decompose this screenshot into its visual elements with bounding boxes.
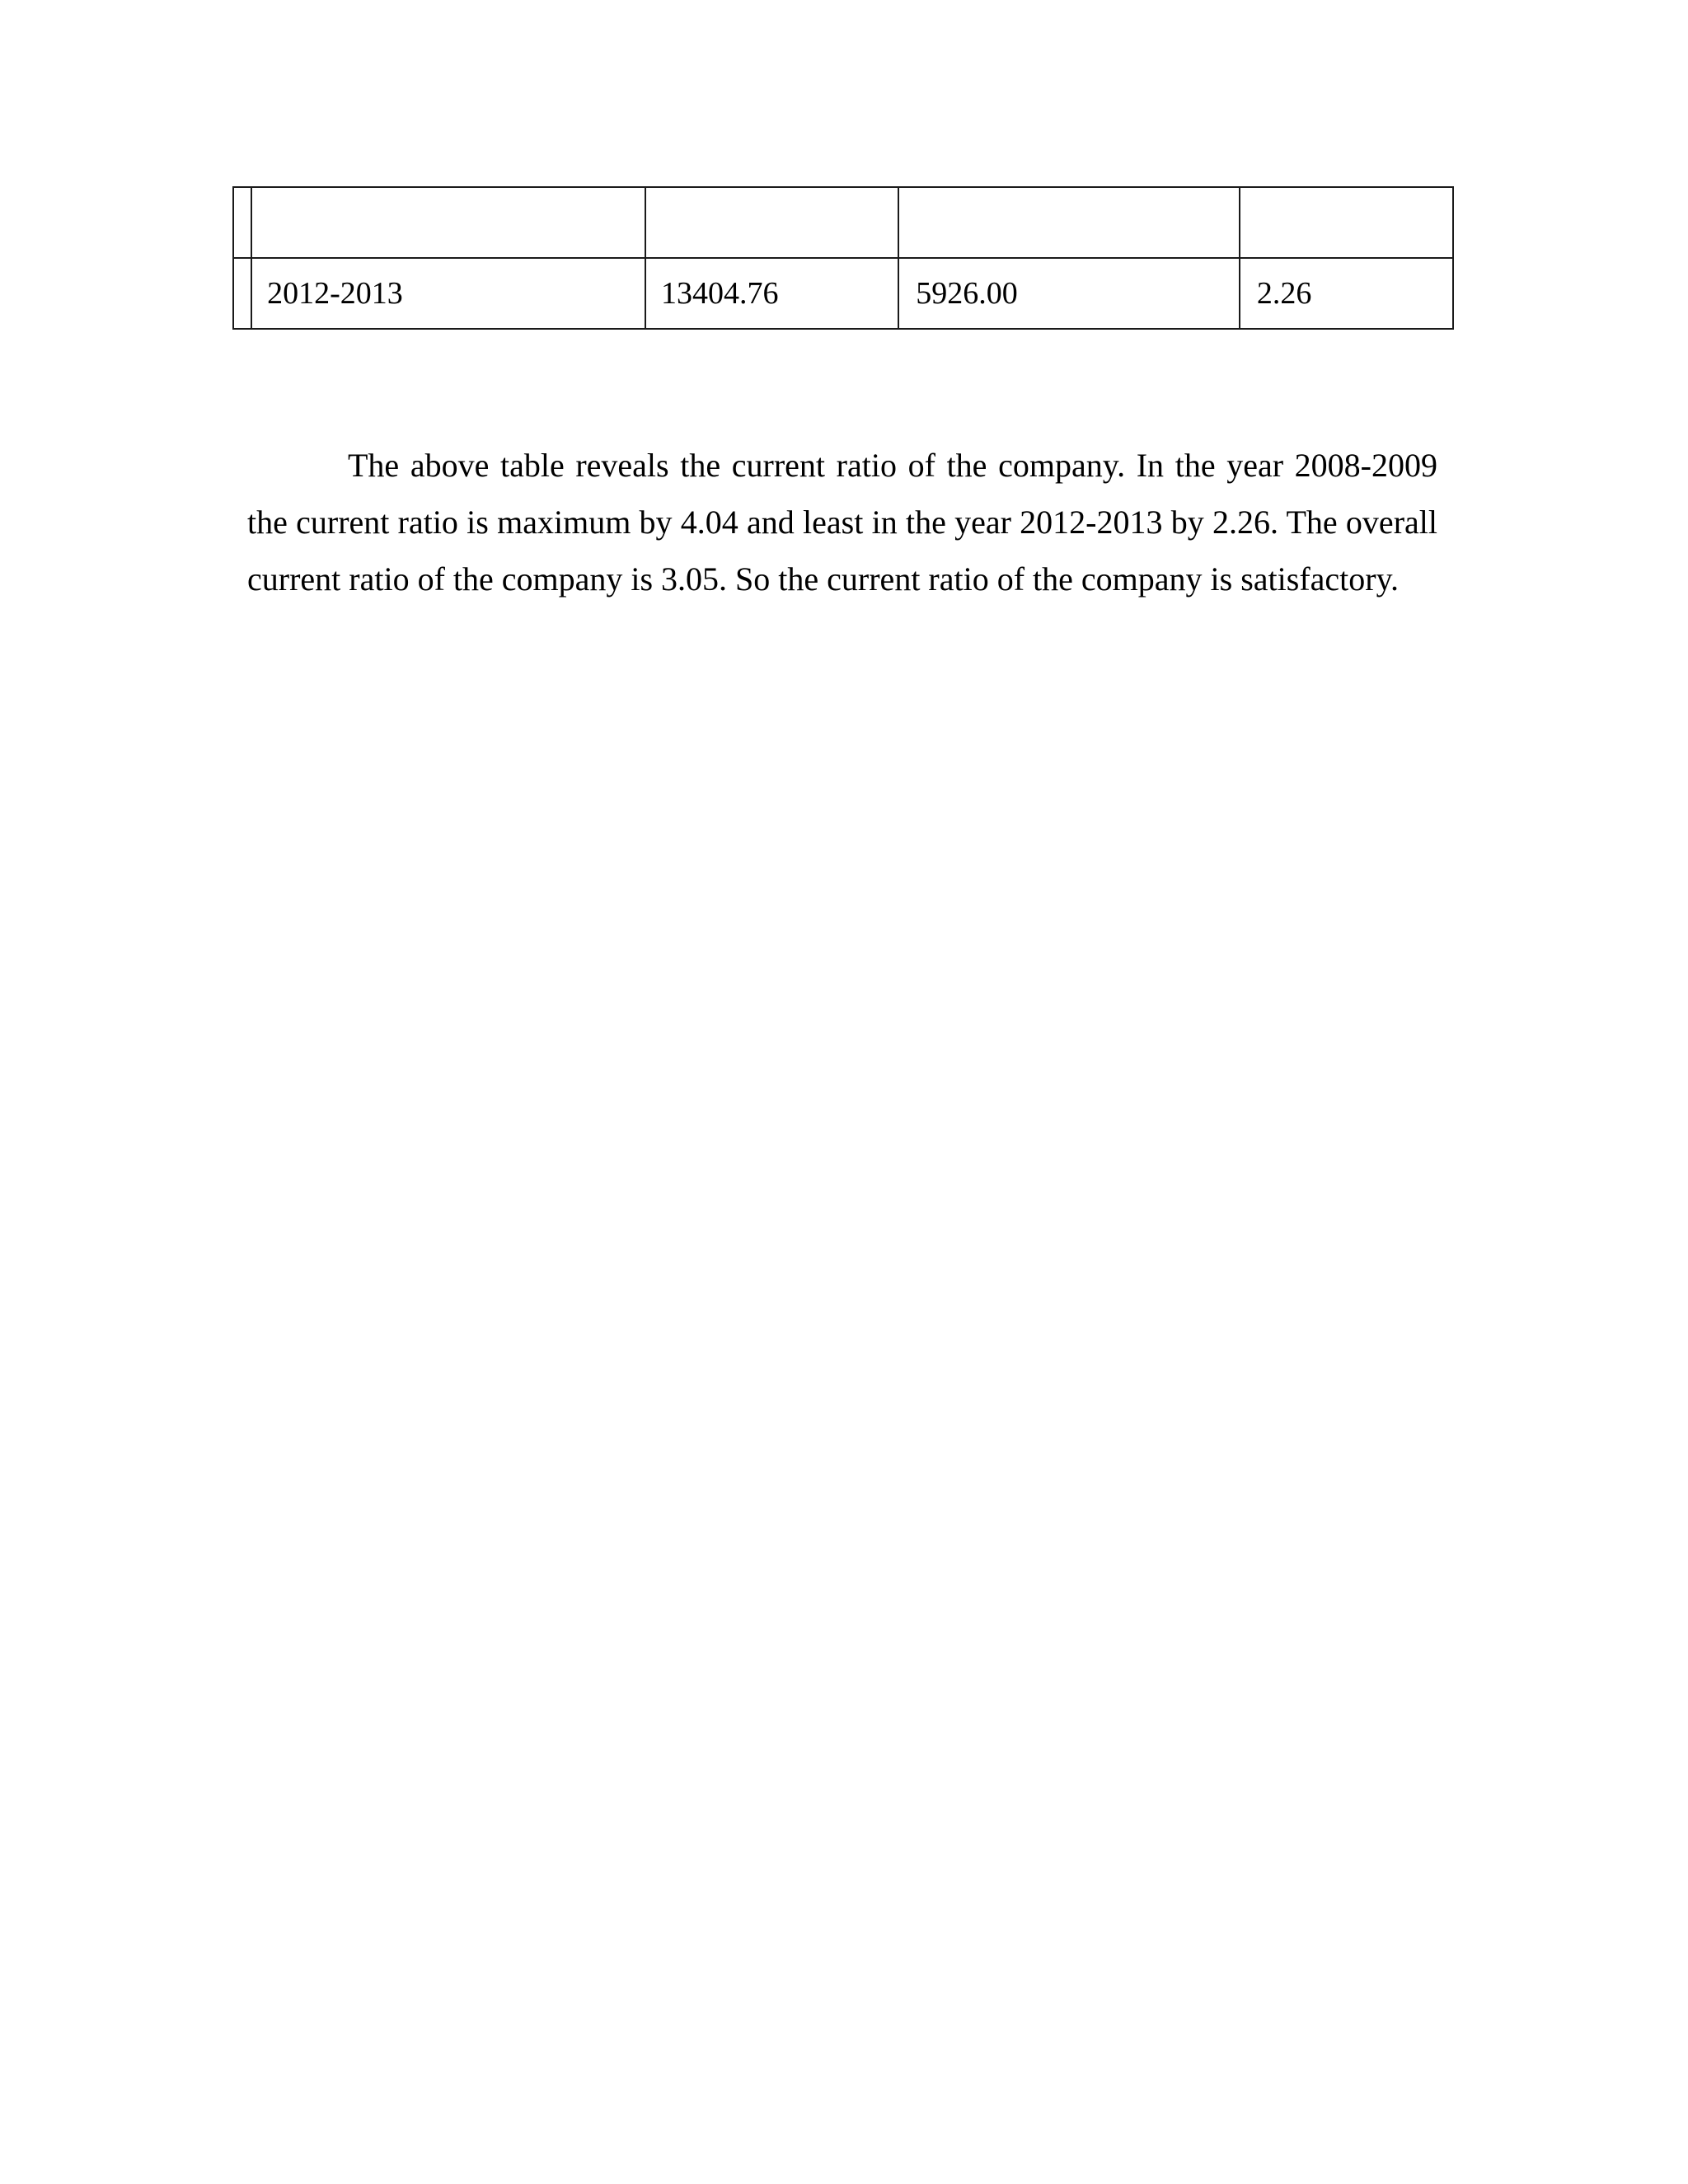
table-cell xyxy=(251,187,645,258)
table-cell-current-liabilities: 5926.00 xyxy=(898,258,1240,329)
table-cell-current-ratio: 2.26 xyxy=(1240,258,1453,329)
analysis-paragraph: The above table reveals the current ratio of the company. In the year 2008-2009 the current ratio is maximum by 4.04 and least in the year 2012-2013 by 2.26. The overall current ratio of the company is 3.05. So the current ratio of the company is satisfactory. xyxy=(247,447,1437,598)
table-cell xyxy=(898,187,1240,258)
table-cell xyxy=(1240,187,1453,258)
current-ratio-table xyxy=(232,186,1454,330)
table-row xyxy=(233,258,1453,329)
table-cell-current-assets: 13404.76 xyxy=(645,258,898,329)
table-cell xyxy=(233,187,251,258)
table-cell xyxy=(645,187,898,258)
table-cell xyxy=(233,258,251,329)
table-row xyxy=(233,187,1453,258)
table-cell-year: 2012-2013 xyxy=(251,258,645,329)
